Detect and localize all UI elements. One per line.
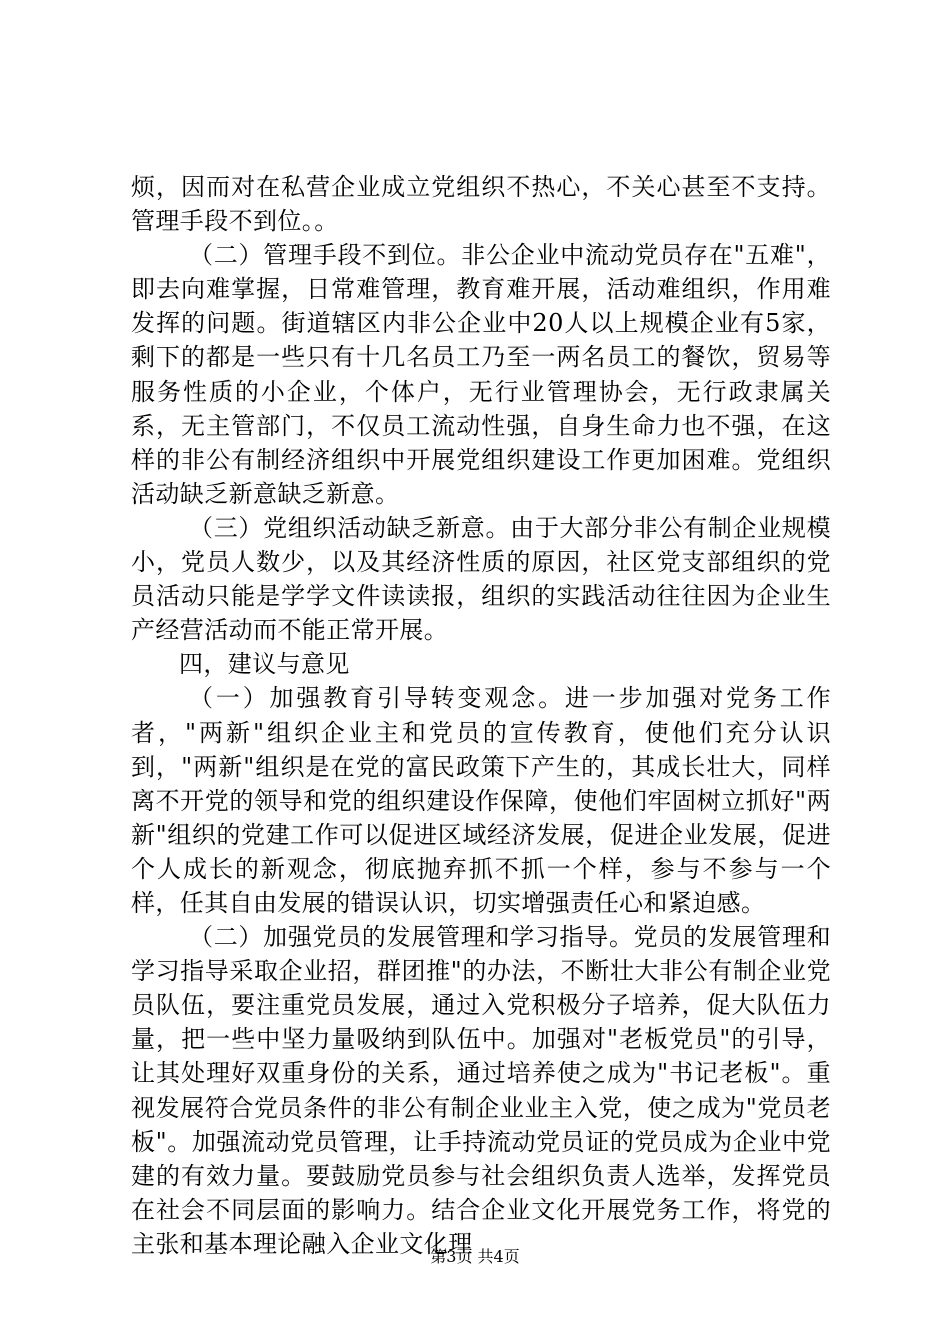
paragraph-section-2: （二）管理手段不到位。非公企业中流动党员存在"五难"，即去向难掌握，日常难管理，教育难开展，活动难组织，作用难发挥的问题。街道辖区内非公企业中20人以上规模企业有5家，剩下的都是一些只有十几名员工乃至一两名员工的餐饮，贸易等服务性质的小企业，个体户，无行业管理协会，无行政隶属关系，无主管部门，不仅员工流动性强，自身生命力也不强，在这样的非公有制经济组织中开展党组织建设工作更加困难。党组织活动缺乏新意缺乏新意。 bbox=[131, 241, 831, 508]
document-body bbox=[131, 170, 831, 1261]
paragraph-suggestion-2: （二）加强党员的发展管理和学习指导。党员的发展管理和学习指导采取企业招，群团推"的办法，不断壮大非公有制企业党员队伍，要注重党员发展，通过入党积极分子培养，促大队伍力量，把一些中坚力量吸纳到队伍中。加强对"老板党员"的引导，让其处理好双重身份的关系，通过培养使之成为"书记老板"。重视发展符合党员条件的非公有制企业业主入党，使之成为"党员老板"。加强流动党员管理，让手持流动党员证的党员成为企业中党建的有效力量。要鼓励党员参与社会组织负责人选举，发挥党员在社会不同层面的影响力。结合企业文化开展党务工作，将党的主张和基本理论融入企业文化理 bbox=[131, 923, 831, 1258]
paragraph-section-3: （三）党组织活动缺乏新意。由于大部分非公有制企业规模小，党员人数少，以及其经济性质的原因，社区党支部组织的党员活动只能是学学文件读读报，组织的实践活动往往因为企业生产经营活动而不能正常开展。 bbox=[131, 513, 831, 645]
section-heading-suggestions: 四，建议与意见 bbox=[179, 650, 350, 679]
paragraph-continuation: 烦，因而对在私营企业成立党组织不热心，不关心甚至不支持。管理手段不到位。。 bbox=[131, 173, 831, 236]
paragraph-suggestion-1: （一）加强教育引导转变观念。进一步加强对党务工作者，"两新"组织企业主和党员的宣传教育，使他们充分认识到，"两新"组织是在党的富民政策下产生的，其成长壮大，同样离不开党的领导和党的组织建设作保障，使他们牢固树立抓好"两新"组织的党建工作可以促进区域经济发展，促进企业发展，促进个人成长的新观念，彻底抛弃抓不抓一个样，参与不参与一个样，任其自由发展的错误认识，切实增强责任心和紧迫感。 bbox=[131, 684, 831, 917]
page-number-footer: 第3页 共4页 bbox=[430, 1247, 520, 1266]
